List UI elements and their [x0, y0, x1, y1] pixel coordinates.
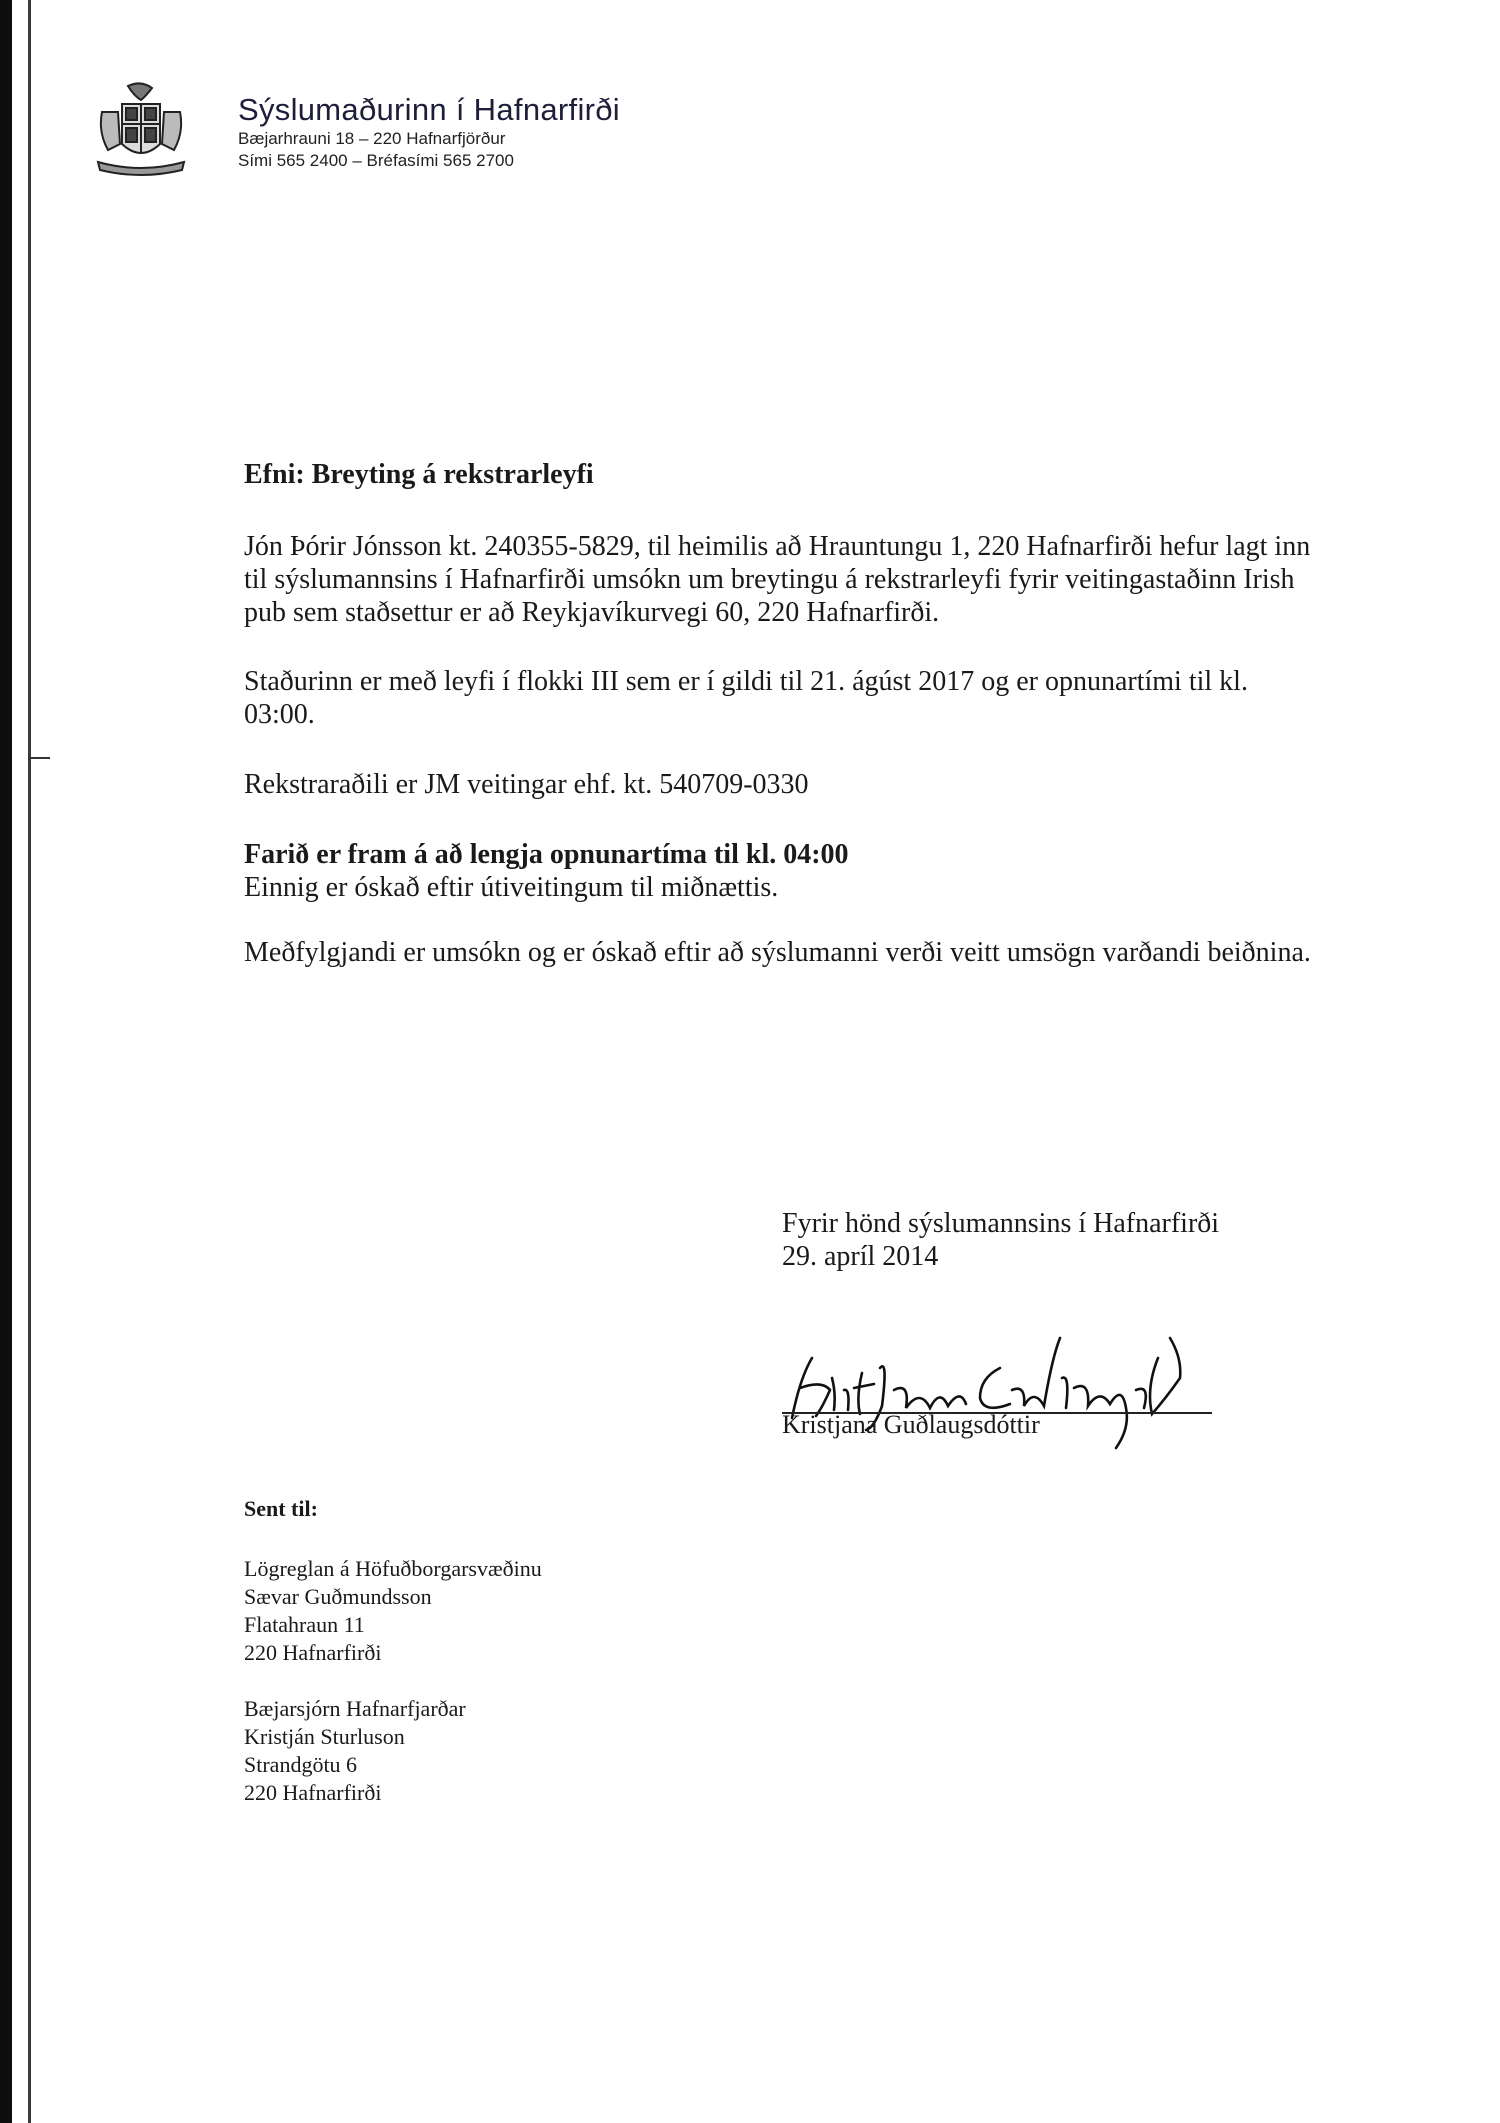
recipient-city: 220 Hafnarfirði — [244, 1640, 382, 1665]
office-name: Sýslumaðurinn í Hafnarfirði — [238, 92, 620, 127]
recipient-city: 220 Hafnarfirði — [244, 1780, 382, 1805]
signer-name: Kristjana Guðlaugsdóttir — [782, 1410, 1040, 1439]
recipient-person: Kristján Sturluson — [244, 1724, 405, 1749]
paragraph-applicant: Jón Þórir Jónsson kt. 240355-5829, til heimilis að Hrauntungu 1, 220 Hafnarfirði hefur lagt inn til sýslumannsins í Hafnarfirði umsókn um breytingu á rekstrarleyfi fyrir veitingastaðinn Irish pub sem staðsettur er að Reykjavíkurvegi 60, 220 Hafnarfirði. — [244, 531, 1311, 628]
scan-edge — [0, 0, 12, 2123]
recipient-org: Lögreglan á Höfuðborgarsvæðinu — [244, 1556, 542, 1581]
paragraph-license: Staðurinn er með leyfi í flokki III sem er í gildi til 21. ágúst 2017 og er opnunartími til kl. 03:00. — [244, 666, 1248, 730]
office-phone: Sími 565 2400 – Bréfasími 565 2700 — [238, 151, 514, 170]
handwritten-signature — [770, 1318, 1350, 1468]
paragraph-operator: Rekstraraðili er JM veitingar ehf. kt. 540709-0330 — [244, 769, 809, 800]
office-address: Bæjarhrauni 18 – 220 Hafnarfjörður — [238, 129, 506, 148]
paragraph-enclosure: Meðfylgjandi er umsókn og er óskað eftir að sýslumanni verði veitt umsögn varðandi beiðnina. — [244, 937, 1311, 968]
recipient-street: Strandgötu 6 — [244, 1752, 358, 1777]
letterhead — [238, 92, 620, 172]
coat-of-arms-icon — [92, 82, 190, 182]
recipient-person: Sævar Guðmundsson — [244, 1584, 432, 1609]
signoff-block — [782, 1207, 1219, 1273]
recipient-street: Flatahraun 11 — [244, 1612, 365, 1637]
recipient-org: Bæjarsjórn Hafnarfjarðar — [244, 1696, 466, 1721]
scan-edge-line — [28, 0, 31, 2123]
subject-line: Efni: Breyting á rekstrarleyfi — [244, 459, 594, 490]
signoff-on-behalf: Fyrir hönd sýslumannsins í Hafnarfirði — [782, 1208, 1220, 1239]
request-detail: Einnig er óskað eftir útiveitingum til miðnættis. — [244, 872, 779, 903]
sent-to-label: Sent til: — [244, 1496, 318, 1521]
recipient-block — [244, 1695, 466, 1807]
paragraph-request — [244, 838, 1324, 904]
request-bold: Farið er fram á að lengja opnunartíma til kl. 04:00 — [244, 839, 849, 870]
recipient-block — [244, 1555, 542, 1667]
signoff-date: 29. apríl 2014 — [782, 1241, 939, 1272]
margin-mark — [28, 757, 50, 759]
